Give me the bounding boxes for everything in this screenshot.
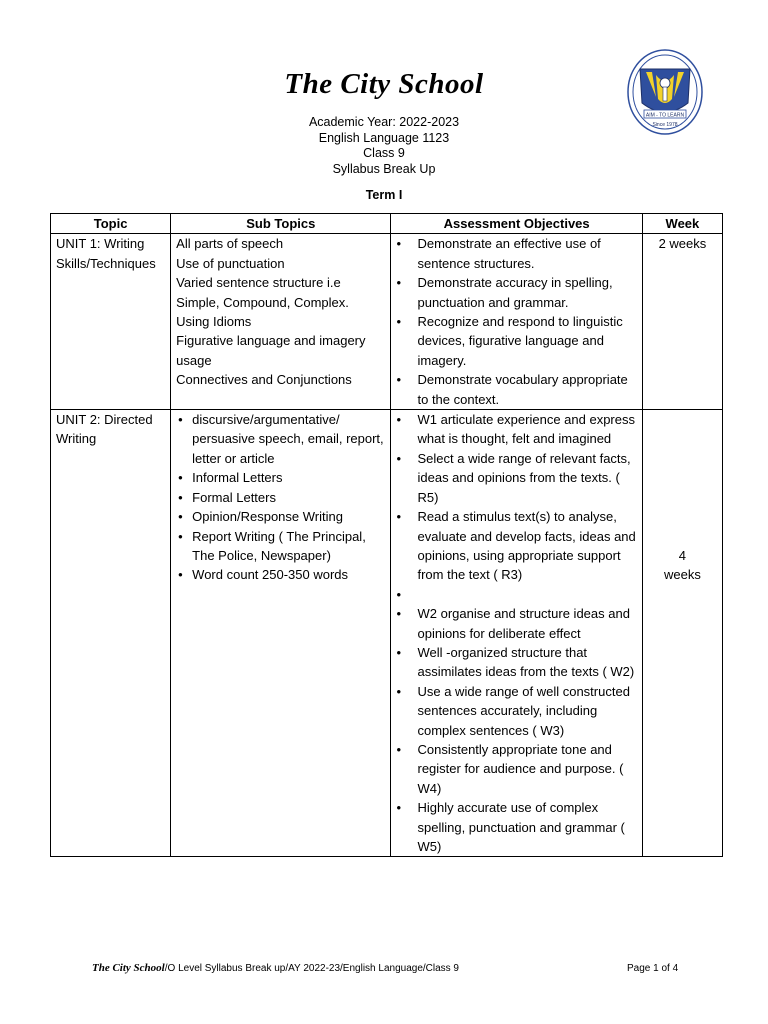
topic-text: Writing [56,431,97,447]
sub-topic-item: Connectives and Conjunctions [176,372,352,388]
sub-topic-item: • Opinion/Response Writing [176,507,385,526]
topic-text: UNIT 2: Directed [56,412,153,428]
sub-topic-item: • discursive/argumentative/ persuasive speech, email, report, letter or article [176,410,385,468]
objective-item: • Highly accurate use of complex spelling, punctuation and grammar ( W5) [396,798,636,856]
school-title: The City School [284,68,484,100]
table-row [51,410,723,857]
footer-brand: The City School [92,962,165,974]
header-sub-topics: Sub Topics [171,214,391,234]
sub-topic-item: • Informal Letters [176,468,385,487]
week-text: 2 weeks [658,236,707,252]
objective-item: • Select a wide range of relevant facts, ideas and opinions from the texts. ( R5) [396,449,636,507]
sub-topic-item: • Word count 250-350 words [176,565,385,584]
class-name: Class 9 [363,146,405,161]
sub-topic-item: Using Idioms [176,314,252,330]
objective-item: • W2 organise and structure ideas and opinions for deliberate effect [396,604,636,643]
topic-cell [51,410,171,857]
sub-topic-item: Figurative language and imagery usage [176,333,366,368]
page-footer [92,962,692,974]
document-header [0,112,768,177]
topic-text: UNIT 1: Writing [56,236,145,252]
sub-topic-item: • Report Writing ( The Principal, The Police, Newspaper) [176,527,385,566]
header-topic: Topic [51,214,171,234]
logo-motto: AIM - TO LEARN [645,112,685,119]
objective-item: • Demonstrate an effective use of sentence structures. [396,234,636,273]
objectives-cell [391,410,642,857]
table-row [51,234,723,410]
footer-path: /O Level Syllabus Break up/AY 2022-23/English Language/Class 9 [164,963,459,974]
header-week: Week [642,214,722,234]
objective-item-empty [396,585,636,604]
term-heading: Term I [365,188,403,202]
sub-topics-cell [171,234,391,410]
sub-topics-cell [171,410,391,857]
subject-name: English Language 1123 [318,130,450,145]
objective-item: • Demonstrate vocabulary appropriate to the context. [396,370,636,409]
week-cell [642,234,722,410]
page-number: Page 1 of 4 [627,963,679,974]
week-text: weeks [663,567,701,583]
sub-topic-item: • Formal Letters [176,488,385,507]
objective-item: • W1 articulate experience and express what is thought, felt and imagined [396,410,636,449]
topic-cell [51,234,171,410]
header-objectives: Assessment Objectives [391,214,642,234]
academic-year: Academic Year: 2022-2023 [308,115,460,129]
syllabus-table [50,213,723,857]
objective-item: • Read a stimulus text(s) to analyse, evaluate and develop facts, ideas and opinions, using appropriate support from the text ( R3) [396,507,636,585]
topic-text: Skills/Techniques [56,255,156,271]
objective-item: • Well -organized structure that assimilates ideas from the texts ( W2) [396,643,636,682]
objective-item: • Demonstrate accuracy in spelling, punctuation and grammar. [396,273,636,312]
logo-since: Since 1978 [652,122,678,128]
table-header-row [51,214,723,234]
sub-topic-item: Varied sentence structure i.e Simple, Compound, Complex. [176,275,349,310]
objective-item: • Consistently appropriate tone and register for audience and purpose. ( W4) [396,740,636,798]
document-title: Syllabus Break Up [332,161,436,176]
week-cell [642,410,722,857]
week-text: 4 [678,548,687,564]
objective-item: • Recognize and respond to linguistic devices, figurative language and imagery. [396,312,636,370]
objectives-cell [391,234,642,410]
objective-item: • Use a wide range of well constructed sentences accurately, including complex sentences ( W3) [396,682,636,740]
sub-topic-item: Use of punctuation [176,255,285,271]
sub-topic-item: All parts of speech [176,236,284,252]
